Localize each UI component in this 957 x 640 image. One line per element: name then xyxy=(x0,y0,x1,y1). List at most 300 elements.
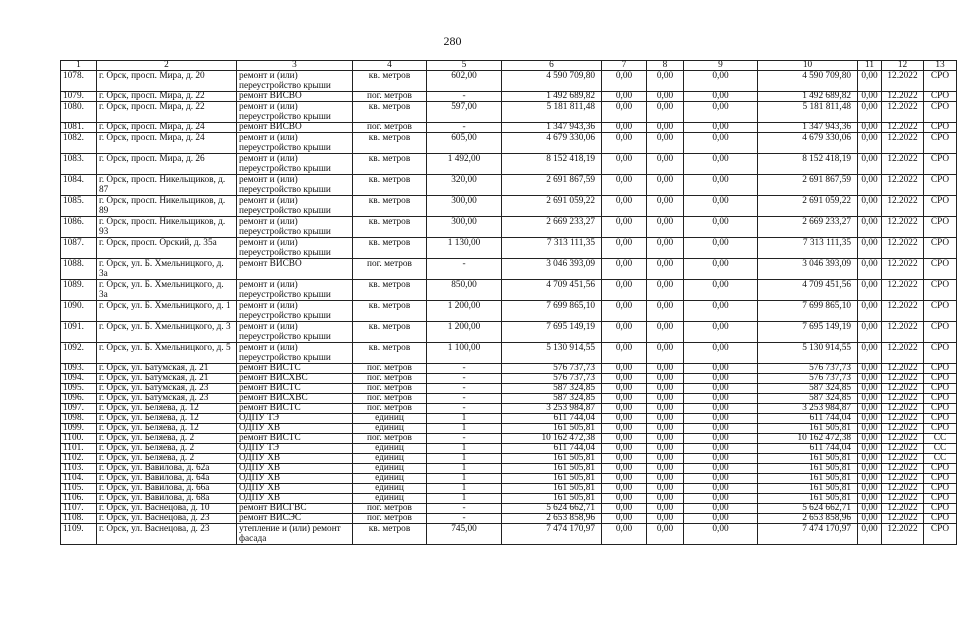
cell-col9-value: 0,00 xyxy=(684,301,758,322)
cell-col11-value: 0,00 xyxy=(858,524,882,545)
cell-work-type: ремонт и (или) переустройство крыши xyxy=(237,175,353,196)
cell-deadline: 12.2022 xyxy=(882,394,924,404)
cell-address: г. Орск, просп. Никельщиков, д. 93 xyxy=(97,217,237,238)
cell-address: г. Орск, просп. Мира, д. 24 xyxy=(97,133,237,154)
cell-col9-value: 0,00 xyxy=(684,384,758,394)
cell-deadline: 12.2022 xyxy=(882,364,924,374)
cell-deadline: 12.2022 xyxy=(882,301,924,322)
cell-col8-value: 0,00 xyxy=(647,301,684,322)
column-number-header: 10 xyxy=(758,61,858,71)
cell-col9-value: 0,00 xyxy=(684,404,758,414)
table-row xyxy=(61,238,957,259)
cell-unit: кв. метров xyxy=(353,524,427,545)
cell-row-number: 1095. xyxy=(61,384,97,394)
cell-work-type: ремонт ВИСТС xyxy=(237,434,353,444)
cell-col10-value: 2 691 059,22 xyxy=(758,196,858,217)
cell-address: г. Орск, просп. Мира, д. 20 xyxy=(97,71,237,92)
cell-col9-value: 0,00 xyxy=(684,123,758,133)
cell-col8-value: 0,00 xyxy=(647,343,684,364)
cell-row-number: 1097. xyxy=(61,404,97,414)
cell-col11-value: 0,00 xyxy=(858,238,882,259)
column-number-header: 7 xyxy=(602,61,647,71)
cell-quantity: - xyxy=(427,514,502,524)
cell-address: г. Орск, ул. Вавилова, д. 66а xyxy=(97,484,237,494)
cell-unit: пог. метров xyxy=(353,92,427,102)
table-row xyxy=(61,301,957,322)
cell-col11-value: 0,00 xyxy=(858,404,882,414)
table-row xyxy=(61,474,957,484)
cell-col7-value: 0,00 xyxy=(602,374,647,384)
cell-col11-value: 0,00 xyxy=(858,504,882,514)
cell-work-type: ремонт и (или) переустройство крыши xyxy=(237,154,353,175)
cell-quantity: - xyxy=(427,504,502,514)
cell-work-type: ремонт и (или) переустройство крыши xyxy=(237,322,353,343)
cell-row-number: 1089. xyxy=(61,280,97,301)
table-row xyxy=(61,71,957,92)
cell-deadline: 12.2022 xyxy=(882,384,924,394)
cell-row-number: 1103. xyxy=(61,464,97,474)
cell-unit: единиц xyxy=(353,464,427,474)
cell-col10-value: 587 324,85 xyxy=(758,394,858,404)
cell-col11-value: 0,00 xyxy=(858,374,882,384)
table-row xyxy=(61,464,957,474)
cell-work-type: ремонт ВИСХВС xyxy=(237,374,353,384)
cell-method: СРО xyxy=(924,424,957,434)
cell-quantity: 1 xyxy=(427,414,502,424)
cell-col11-value: 0,00 xyxy=(858,444,882,454)
cell-col9-value: 0,00 xyxy=(684,474,758,484)
cell-col10-value: 611 744,04 xyxy=(758,444,858,454)
table-row xyxy=(61,384,957,394)
cell-address: г. Орск, ул. Б. Хмельницкого, д. 3 xyxy=(97,322,237,343)
cell-quantity: 1 xyxy=(427,474,502,484)
cell-work-type: ремонт ВИСГВС xyxy=(237,504,353,514)
cell-col11-value: 0,00 xyxy=(858,474,882,484)
cell-unit: кв. метров xyxy=(353,238,427,259)
cell-row-number: 1104. xyxy=(61,474,97,484)
table-row xyxy=(61,414,957,424)
cell-method: СРО xyxy=(924,102,957,123)
cell-method: СС xyxy=(924,434,957,444)
cell-deadline: 12.2022 xyxy=(882,154,924,175)
cell-col11-value: 0,00 xyxy=(858,434,882,444)
cell-work-type: ремонт и (или) переустройство крыши xyxy=(237,280,353,301)
cell-work-type: утепление и (или) ремонт фасада xyxy=(237,524,353,545)
cell-address: г. Орск, просп. Мира, д. 22 xyxy=(97,92,237,102)
cell-address: г. Орск, ул. Вавилова, д. 68а xyxy=(97,494,237,504)
cell-address: г. Орск, ул. Васнецова, д. 10 xyxy=(97,504,237,514)
cell-col11-value: 0,00 xyxy=(858,414,882,424)
cell-total-cost: 611 744,04 xyxy=(502,444,602,454)
cell-col11-value: 0,00 xyxy=(858,71,882,92)
cell-total-cost: 5 130 914,55 xyxy=(502,343,602,364)
cell-unit: пог. метров xyxy=(353,394,427,404)
cell-col11-value: 0,00 xyxy=(858,424,882,434)
cell-row-number: 1102. xyxy=(61,454,97,464)
cell-method: СРО xyxy=(924,494,957,504)
cell-col8-value: 0,00 xyxy=(647,384,684,394)
cell-work-type: ОДПУ ХВ xyxy=(237,474,353,484)
table-row xyxy=(61,404,957,414)
cell-col7-value: 0,00 xyxy=(602,133,647,154)
cell-total-cost: 611 744,04 xyxy=(502,414,602,424)
cell-work-type: ремонт ВИСВО xyxy=(237,123,353,133)
cell-col8-value: 0,00 xyxy=(647,524,684,545)
cell-col9-value: 0,00 xyxy=(684,343,758,364)
cell-col8-value: 0,00 xyxy=(647,474,684,484)
cell-col8-value: 0,00 xyxy=(647,394,684,404)
cell-address: г. Орск, ул. Васнецова, д. 23 xyxy=(97,514,237,524)
cell-deadline: 12.2022 xyxy=(882,484,924,494)
cell-row-number: 1101. xyxy=(61,444,97,454)
table-row xyxy=(61,92,957,102)
cell-col8-value: 0,00 xyxy=(647,404,684,414)
cell-col8-value: 0,00 xyxy=(647,71,684,92)
cell-quantity: - xyxy=(427,404,502,414)
cell-unit: единиц xyxy=(353,454,427,464)
cell-col11-value: 0,00 xyxy=(858,196,882,217)
cell-col7-value: 0,00 xyxy=(602,238,647,259)
cell-col11-value: 0,00 xyxy=(858,259,882,280)
cell-col7-value: 0,00 xyxy=(602,434,647,444)
cell-col7-value: 0,00 xyxy=(602,217,647,238)
cell-col10-value: 3 253 984,87 xyxy=(758,404,858,414)
cell-col10-value: 2 669 233,27 xyxy=(758,217,858,238)
cell-unit: кв. метров xyxy=(353,71,427,92)
cell-work-type: ремонт ВИСХВС xyxy=(237,394,353,404)
cell-col11-value: 0,00 xyxy=(858,384,882,394)
cell-col8-value: 0,00 xyxy=(647,464,684,474)
cell-method: СРО xyxy=(924,504,957,514)
cell-row-number: 1090. xyxy=(61,301,97,322)
cell-col10-value: 3 046 393,09 xyxy=(758,259,858,280)
cell-quantity: 300,00 xyxy=(427,196,502,217)
cell-col7-value: 0,00 xyxy=(602,394,647,404)
cell-address: г. Орск, ул. Б. Хмельницкого, д. 3а xyxy=(97,259,237,280)
cell-quantity: - xyxy=(427,374,502,384)
cell-col11-value: 0,00 xyxy=(858,133,882,154)
cell-unit: кв. метров xyxy=(353,196,427,217)
cell-deadline: 12.2022 xyxy=(882,474,924,484)
cell-deadline: 12.2022 xyxy=(882,404,924,414)
cell-col8-value: 0,00 xyxy=(647,414,684,424)
cell-total-cost: 4 709 451,56 xyxy=(502,280,602,301)
cell-method: СРО xyxy=(924,123,957,133)
cell-row-number: 1109. xyxy=(61,524,97,545)
cell-col10-value: 1 347 943,36 xyxy=(758,123,858,133)
cell-col9-value: 0,00 xyxy=(684,238,758,259)
cell-work-type: ОДПУ ХВ xyxy=(237,424,353,434)
cell-col7-value: 0,00 xyxy=(602,404,647,414)
cell-deadline: 12.2022 xyxy=(882,424,924,434)
cell-deadline: 12.2022 xyxy=(882,92,924,102)
cell-quantity: 1 xyxy=(427,484,502,494)
cell-col8-value: 0,00 xyxy=(647,364,684,374)
cell-deadline: 12.2022 xyxy=(882,280,924,301)
cell-row-number: 1100. xyxy=(61,434,97,444)
cell-total-cost: 8 152 418,19 xyxy=(502,154,602,175)
cell-method: СРО xyxy=(924,92,957,102)
cell-method: СРО xyxy=(924,524,957,545)
cell-col11-value: 0,00 xyxy=(858,301,882,322)
cell-row-number: 1079. xyxy=(61,92,97,102)
cell-col9-value: 0,00 xyxy=(684,364,758,374)
table-row xyxy=(61,364,957,374)
cell-col8-value: 0,00 xyxy=(647,154,684,175)
cell-address: г. Орск, просп. Мира, д. 24 xyxy=(97,123,237,133)
cell-quantity: - xyxy=(427,92,502,102)
cell-col10-value: 161 505,81 xyxy=(758,474,858,484)
cell-col10-value: 7 699 865,10 xyxy=(758,301,858,322)
cell-address: г. Орск, просп. Мира, д. 26 xyxy=(97,154,237,175)
cell-method: СС xyxy=(924,444,957,454)
table-row xyxy=(61,504,957,514)
cell-col11-value: 0,00 xyxy=(858,394,882,404)
cell-total-cost: 2 691 059,22 xyxy=(502,196,602,217)
table-row xyxy=(61,154,957,175)
cell-row-number: 1094. xyxy=(61,374,97,384)
table-row xyxy=(61,280,957,301)
cell-work-type: ремонт и (или) переустройство крыши xyxy=(237,343,353,364)
column-number-header: 9 xyxy=(684,61,758,71)
cell-col9-value: 0,00 xyxy=(684,259,758,280)
cell-col9-value: 0,00 xyxy=(684,484,758,494)
cell-row-number: 1080. xyxy=(61,102,97,123)
table-row xyxy=(61,434,957,444)
cell-address: г. Орск, ул. Батумская, д. 23 xyxy=(97,384,237,394)
cell-col9-value: 0,00 xyxy=(684,196,758,217)
cell-work-type: ОДПУ ХВ xyxy=(237,494,353,504)
cell-col8-value: 0,00 xyxy=(647,217,684,238)
cell-work-type: ремонт и (или) переустройство крыши xyxy=(237,217,353,238)
cell-col7-value: 0,00 xyxy=(602,123,647,133)
cell-total-cost: 161 505,81 xyxy=(502,494,602,504)
cell-col7-value: 0,00 xyxy=(602,504,647,514)
column-number-header: 5 xyxy=(427,61,502,71)
cell-col10-value: 2 691 867,59 xyxy=(758,175,858,196)
cell-unit: кв. метров xyxy=(353,280,427,301)
cell-col8-value: 0,00 xyxy=(647,175,684,196)
cell-address: г. Орск, ул. Беляева, д. 12 xyxy=(97,404,237,414)
cell-address: г. Орск, ул. Батумская, д. 21 xyxy=(97,364,237,374)
column-number-header: 11 xyxy=(858,61,882,71)
cell-col11-value: 0,00 xyxy=(858,217,882,238)
cell-unit: пог. метров xyxy=(353,123,427,133)
cell-unit: кв. метров xyxy=(353,175,427,196)
cell-method: СРО xyxy=(924,322,957,343)
cell-unit: пог. метров xyxy=(353,504,427,514)
cell-unit: единиц xyxy=(353,414,427,424)
cell-row-number: 1107. xyxy=(61,504,97,514)
cell-method: СРО xyxy=(924,196,957,217)
cell-deadline: 12.2022 xyxy=(882,494,924,504)
cell-col10-value: 576 737,73 xyxy=(758,364,858,374)
table-row xyxy=(61,123,957,133)
cell-total-cost: 587 324,85 xyxy=(502,384,602,394)
cell-col11-value: 0,00 xyxy=(858,322,882,343)
cell-col9-value: 0,00 xyxy=(684,394,758,404)
cell-row-number: 1088. xyxy=(61,259,97,280)
cell-col10-value: 1 492 689,82 xyxy=(758,92,858,102)
cell-col10-value: 161 505,81 xyxy=(758,424,858,434)
cell-col9-value: 0,00 xyxy=(684,374,758,384)
cell-total-cost: 576 737,73 xyxy=(502,374,602,384)
cell-quantity: - xyxy=(427,259,502,280)
cell-address: г. Орск, просп. Мира, д. 22 xyxy=(97,102,237,123)
cell-deadline: 12.2022 xyxy=(882,217,924,238)
cell-address: г. Орск, просп. Никельщиков, д. 87 xyxy=(97,175,237,196)
cell-address: г. Орск, ул. Беляева, д. 2 xyxy=(97,454,237,464)
cell-unit: кв. метров xyxy=(353,102,427,123)
cell-deadline: 12.2022 xyxy=(882,444,924,454)
cell-total-cost: 161 505,81 xyxy=(502,484,602,494)
cell-method: СРО xyxy=(924,238,957,259)
cell-col7-value: 0,00 xyxy=(602,71,647,92)
cell-col9-value: 0,00 xyxy=(684,454,758,464)
cell-work-type: ремонт и (или) переустройство крыши xyxy=(237,301,353,322)
cell-col7-value: 0,00 xyxy=(602,494,647,504)
cell-col11-value: 0,00 xyxy=(858,484,882,494)
cell-work-type: ОДПУ ХВ xyxy=(237,484,353,494)
cell-total-cost: 161 505,81 xyxy=(502,474,602,484)
cell-address: г. Орск, ул. Батумская, д. 21 xyxy=(97,374,237,384)
cell-deadline: 12.2022 xyxy=(882,524,924,545)
cell-col8-value: 0,00 xyxy=(647,514,684,524)
cell-col7-value: 0,00 xyxy=(602,259,647,280)
cell-unit: кв. метров xyxy=(353,322,427,343)
cell-method: СРО xyxy=(924,154,957,175)
cell-work-type: ремонт и (или) переустройство крыши xyxy=(237,102,353,123)
cell-total-cost: 1 492 689,82 xyxy=(502,92,602,102)
cell-work-type: ремонт ВИСТС xyxy=(237,364,353,374)
cell-total-cost: 4 590 709,80 xyxy=(502,71,602,92)
cell-unit: пог. метров xyxy=(353,514,427,524)
cell-col9-value: 0,00 xyxy=(684,444,758,454)
cell-col10-value: 4 679 330,06 xyxy=(758,133,858,154)
cell-quantity: 1 xyxy=(427,494,502,504)
cell-deadline: 12.2022 xyxy=(882,414,924,424)
cell-unit: пог. метров xyxy=(353,374,427,384)
cell-total-cost: 10 162 472,38 xyxy=(502,434,602,444)
cell-col9-value: 0,00 xyxy=(684,217,758,238)
cell-col9-value: 0,00 xyxy=(684,514,758,524)
cell-col7-value: 0,00 xyxy=(602,474,647,484)
table-row xyxy=(61,175,957,196)
cell-col8-value: 0,00 xyxy=(647,454,684,464)
cell-deadline: 12.2022 xyxy=(882,322,924,343)
cell-work-type: ремонт ВИСТС xyxy=(237,404,353,414)
cell-col9-value: 0,00 xyxy=(684,92,758,102)
cell-work-type: ремонт ВИСВО xyxy=(237,259,353,280)
cell-col8-value: 0,00 xyxy=(647,322,684,343)
cell-unit: кв. метров xyxy=(353,301,427,322)
column-number-row xyxy=(61,61,957,71)
cell-method: СРО xyxy=(924,364,957,374)
cell-unit: пог. метров xyxy=(353,404,427,414)
cell-col11-value: 0,00 xyxy=(858,175,882,196)
cell-col10-value: 4 590 709,80 xyxy=(758,71,858,92)
cell-col11-value: 0,00 xyxy=(858,123,882,133)
cell-address: г. Орск, ул. Беляева, д. 2 xyxy=(97,444,237,454)
cell-col11-value: 0,00 xyxy=(858,514,882,524)
cell-address: г. Орск, ул. Б. Хмельницкого, д. 5 xyxy=(97,343,237,364)
table-row xyxy=(61,444,957,454)
column-number-header: 12 xyxy=(882,61,924,71)
cell-col11-value: 0,00 xyxy=(858,454,882,464)
cell-quantity: 1 xyxy=(427,454,502,464)
cell-col9-value: 0,00 xyxy=(684,154,758,175)
cell-unit: кв. метров xyxy=(353,217,427,238)
cell-col7-value: 0,00 xyxy=(602,301,647,322)
cell-row-number: 1078. xyxy=(61,71,97,92)
cell-method: СРО xyxy=(924,217,957,238)
cell-deadline: 12.2022 xyxy=(882,133,924,154)
cell-col9-value: 0,00 xyxy=(684,322,758,343)
cell-total-cost: 7 699 865,10 xyxy=(502,301,602,322)
cell-col9-value: 0,00 xyxy=(684,280,758,301)
table-row xyxy=(61,514,957,524)
column-number-header: 8 xyxy=(647,61,684,71)
cell-quantity: 1 xyxy=(427,464,502,474)
cell-col8-value: 0,00 xyxy=(647,424,684,434)
cell-unit: пог. метров xyxy=(353,259,427,280)
cell-col10-value: 5 181 811,48 xyxy=(758,102,858,123)
cell-deadline: 12.2022 xyxy=(882,196,924,217)
cell-deadline: 12.2022 xyxy=(882,514,924,524)
cell-col10-value: 7 313 111,35 xyxy=(758,238,858,259)
cell-unit: единиц xyxy=(353,484,427,494)
cell-quantity: - xyxy=(427,434,502,444)
cell-row-number: 1099. xyxy=(61,424,97,434)
cell-col7-value: 0,00 xyxy=(602,102,647,123)
cell-col9-value: 0,00 xyxy=(684,464,758,474)
cell-col7-value: 0,00 xyxy=(602,484,647,494)
cell-col11-value: 0,00 xyxy=(858,494,882,504)
cell-col7-value: 0,00 xyxy=(602,280,647,301)
cell-col10-value: 10 162 472,38 xyxy=(758,434,858,444)
cell-method: СРО xyxy=(924,343,957,364)
cell-row-number: 1085. xyxy=(61,196,97,217)
table-row xyxy=(61,259,957,280)
cell-deadline: 12.2022 xyxy=(882,454,924,464)
cell-method: СРО xyxy=(924,414,957,424)
cell-quantity: 1 492,00 xyxy=(427,154,502,175)
cell-unit: пог. метров xyxy=(353,364,427,374)
cell-total-cost: 1 347 943,36 xyxy=(502,123,602,133)
table-row xyxy=(61,102,957,123)
cell-row-number: 1093. xyxy=(61,364,97,374)
cell-work-type: ремонт и (или) переустройство крыши xyxy=(237,133,353,154)
cell-quantity: - xyxy=(427,123,502,133)
cell-col11-value: 0,00 xyxy=(858,102,882,123)
cell-total-cost: 3 046 393,09 xyxy=(502,259,602,280)
cell-row-number: 1096. xyxy=(61,394,97,404)
cell-total-cost: 5 181 811,48 xyxy=(502,102,602,123)
capital-repair-table xyxy=(60,60,957,545)
column-number-header: 4 xyxy=(353,61,427,71)
cell-col10-value: 161 505,81 xyxy=(758,464,858,474)
cell-address: г. Орск, ул. Вавилова, д. 62а xyxy=(97,464,237,474)
cell-unit: единиц xyxy=(353,424,427,434)
table-row xyxy=(61,217,957,238)
cell-address: г. Орск, ул. Б. Хмельницкого, д. 3а xyxy=(97,280,237,301)
cell-deadline: 12.2022 xyxy=(882,71,924,92)
cell-col8-value: 0,00 xyxy=(647,444,684,454)
cell-col8-value: 0,00 xyxy=(647,92,684,102)
cell-col7-value: 0,00 xyxy=(602,364,647,374)
cell-address: г. Орск, ул. Б. Хмельницкого, д. 1 xyxy=(97,301,237,322)
cell-method: СРО xyxy=(924,71,957,92)
